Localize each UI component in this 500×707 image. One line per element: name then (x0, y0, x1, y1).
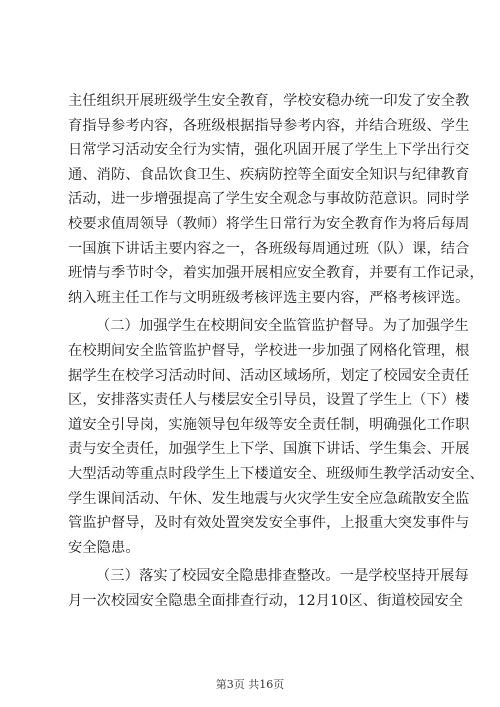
text-line: 校要求值周领导（教师）将学生日常行为安全教育作为将后每周 (68, 215, 470, 232)
text-line: 育指导参考内容，各班级根据指导参考内容，并结合班级、学生 (68, 117, 470, 134)
text-line: 活动，进一步增强提高了学生安全观念与事故防范意识。同时学 (68, 191, 470, 208)
text-line: 在校期间安全监管监护督导，学校进一步加强了网格化管理，根 (68, 342, 470, 359)
text-line: 管监护督导，及时有效处置突发安全事件，上报重大突发事件与 (68, 515, 470, 532)
text-line: 班情与季节时令，着实加强开展相应安全教育，并要有工作记录， (68, 265, 484, 282)
text-line: 区，安排落实责任人与楼层安全引导员，设置了学生上（下）楼 (68, 392, 470, 409)
text-line: 主任组织开展班级学生安全教育，学校安稳办统一印发了安全教 (68, 93, 470, 109)
text-line: 安全隐患。 (68, 539, 140, 556)
text-line: 责与安全责任，加强学生上下学、国旗下讲话、学生集会、开展 (68, 441, 470, 458)
text-line: 日常学习活动安全行为实情，强化巩固开展了学生上下学出行交 (68, 142, 470, 159)
text-line: 学生课间活动、午休、发生地震与火灾学生安全应急疏散安全监 (68, 490, 470, 507)
page-footer: 第3页 共16页 (215, 678, 285, 691)
section-heading-line: （二）加强学生在校期间安全监管监护督导。为了加强学生 (96, 318, 469, 335)
text-line: 道安全引导岗，实施领导包年级等安全责任制，明确强化工作职 (68, 416, 470, 433)
text-line: 据学生在校学习活动时间、活动区域场所，划定了校园安全责任 (68, 367, 470, 384)
text-line: 大型活动等重点时段学生上下楼道安全、班级师生教学活动安全、 (68, 465, 484, 482)
text-line: 通、消防、食品饮食卫生、疾病防控等全面安全知识与纪律教育 (68, 166, 470, 183)
text-line: 月一次校园安全隐患全面排查行动，12月10区、街道校园安全 (68, 592, 464, 609)
text-line: 一国旗下讲话主要内容之一，各班级每周通过班（队）课，结合 (68, 240, 470, 257)
section-heading-line: （三）落实了校园安全隐患排查整改。一是学校坚持开展每 (96, 568, 469, 585)
text-line: 纳入班主任工作与文明班级考核评选主要内容，严格考核评选。 (68, 289, 470, 306)
document-body (68, 89, 484, 613)
